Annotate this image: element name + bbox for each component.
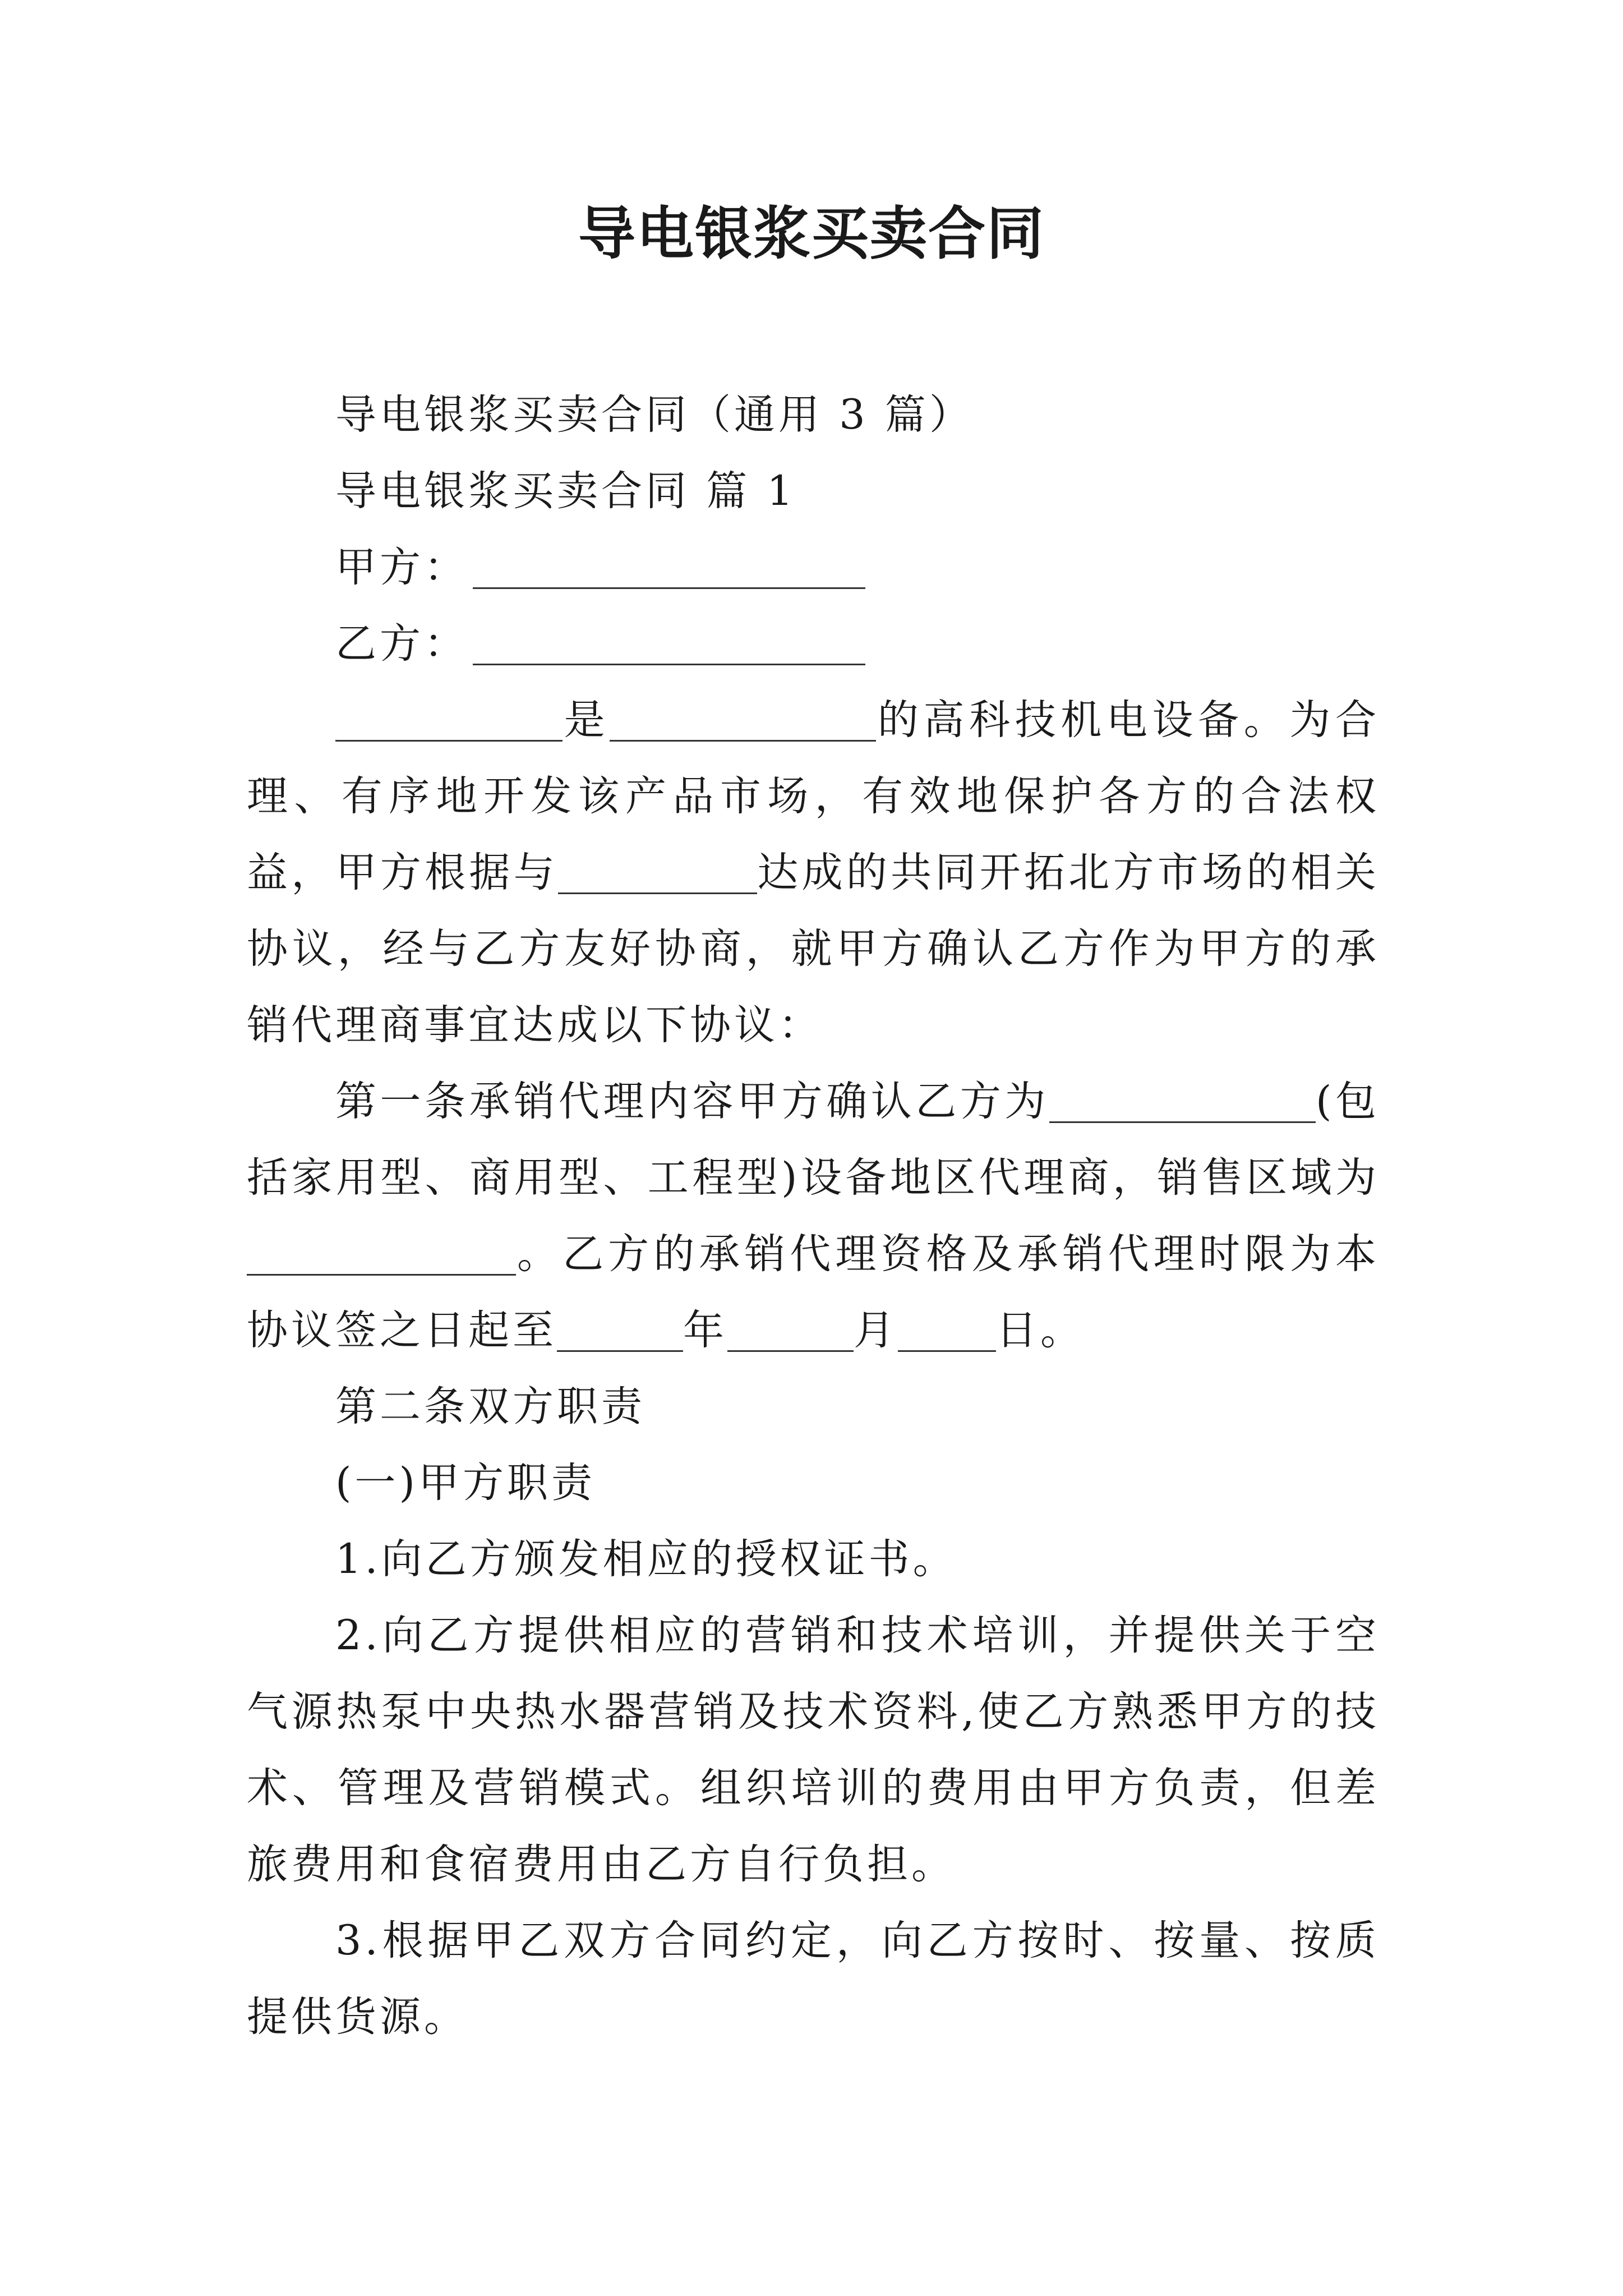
article-2-title: 第二条双方职责 [335, 1383, 645, 1430]
article-1-paragraph [247, 1064, 1380, 1369]
intro-text-2: 的高科技机电设备。为合理、有序地开发该产品市场，有效地保护各方的合法权益，甲方根据与 [247, 696, 1380, 896]
product-blank [335, 696, 562, 742]
day-blank [898, 1306, 996, 1352]
year-blank [557, 1306, 683, 1352]
article-1-text-2: (包括家用型、商用型、工程型)设备地区代理商，销售区域为 [247, 1078, 1380, 1202]
intro-paragraph [247, 682, 1380, 1064]
party-b-label: 乙方： [335, 620, 468, 668]
category-blank [610, 696, 876, 742]
partner-blank [558, 849, 757, 894]
document-title: 导电银浆买卖合同 [578, 201, 1045, 268]
document-body [247, 377, 1380, 2055]
list-item: 1.向乙方颁发相应的授权证书。 [335, 1535, 957, 1583]
intro-text-1: 是 [562, 696, 610, 744]
party-a-blank [473, 544, 865, 589]
month-blank [727, 1306, 854, 1352]
article-1-text-1: 第一条承销代理内容甲方确认乙方为 [335, 1078, 1049, 1125]
year-label: 年 [683, 1306, 727, 1354]
list-item: 2.向乙方提供相应的营销和技术培训，并提供关于空气源热泵中央热水器营销及技术资料,使乙方熟悉甲方的技术、管理及营销模式。组织培训的费用由甲方负责，但差旅费用和食宿费用由乙方自行负担。 [247, 1612, 1380, 1888]
sales-region-blank [247, 1230, 516, 1276]
month-label: 月 [854, 1306, 898, 1354]
section-1-title: (一)甲方职责 [335, 1459, 596, 1507]
article-1-text-3: 。乙方的承销代理资格及承销代理时限为本协议签之日起至 [247, 1230, 1380, 1354]
party-a-label: 甲方： [335, 544, 468, 591]
party-b-blank [473, 620, 865, 665]
list-item: 3.根据甲乙双方合同约定，向乙方按时、按量、按质提供货源。 [247, 1917, 1380, 2041]
intro-text-3: 达成的共同开拓北方市场的相关协议，经与乙方友好协商，就甲方确认乙方作为甲方的承销代理商事宜达成以下协议： [247, 849, 1380, 1049]
party-b-line [247, 606, 1380, 682]
contract-heading: 导电银浆买卖合同（通用 3 篇） [335, 391, 974, 439]
part-heading: 导电银浆买卖合同 篇 1 [335, 467, 796, 515]
day-label: 日。 [996, 1306, 1085, 1354]
agent-type-blank [1049, 1078, 1316, 1123]
party-a-line [247, 530, 1380, 606]
